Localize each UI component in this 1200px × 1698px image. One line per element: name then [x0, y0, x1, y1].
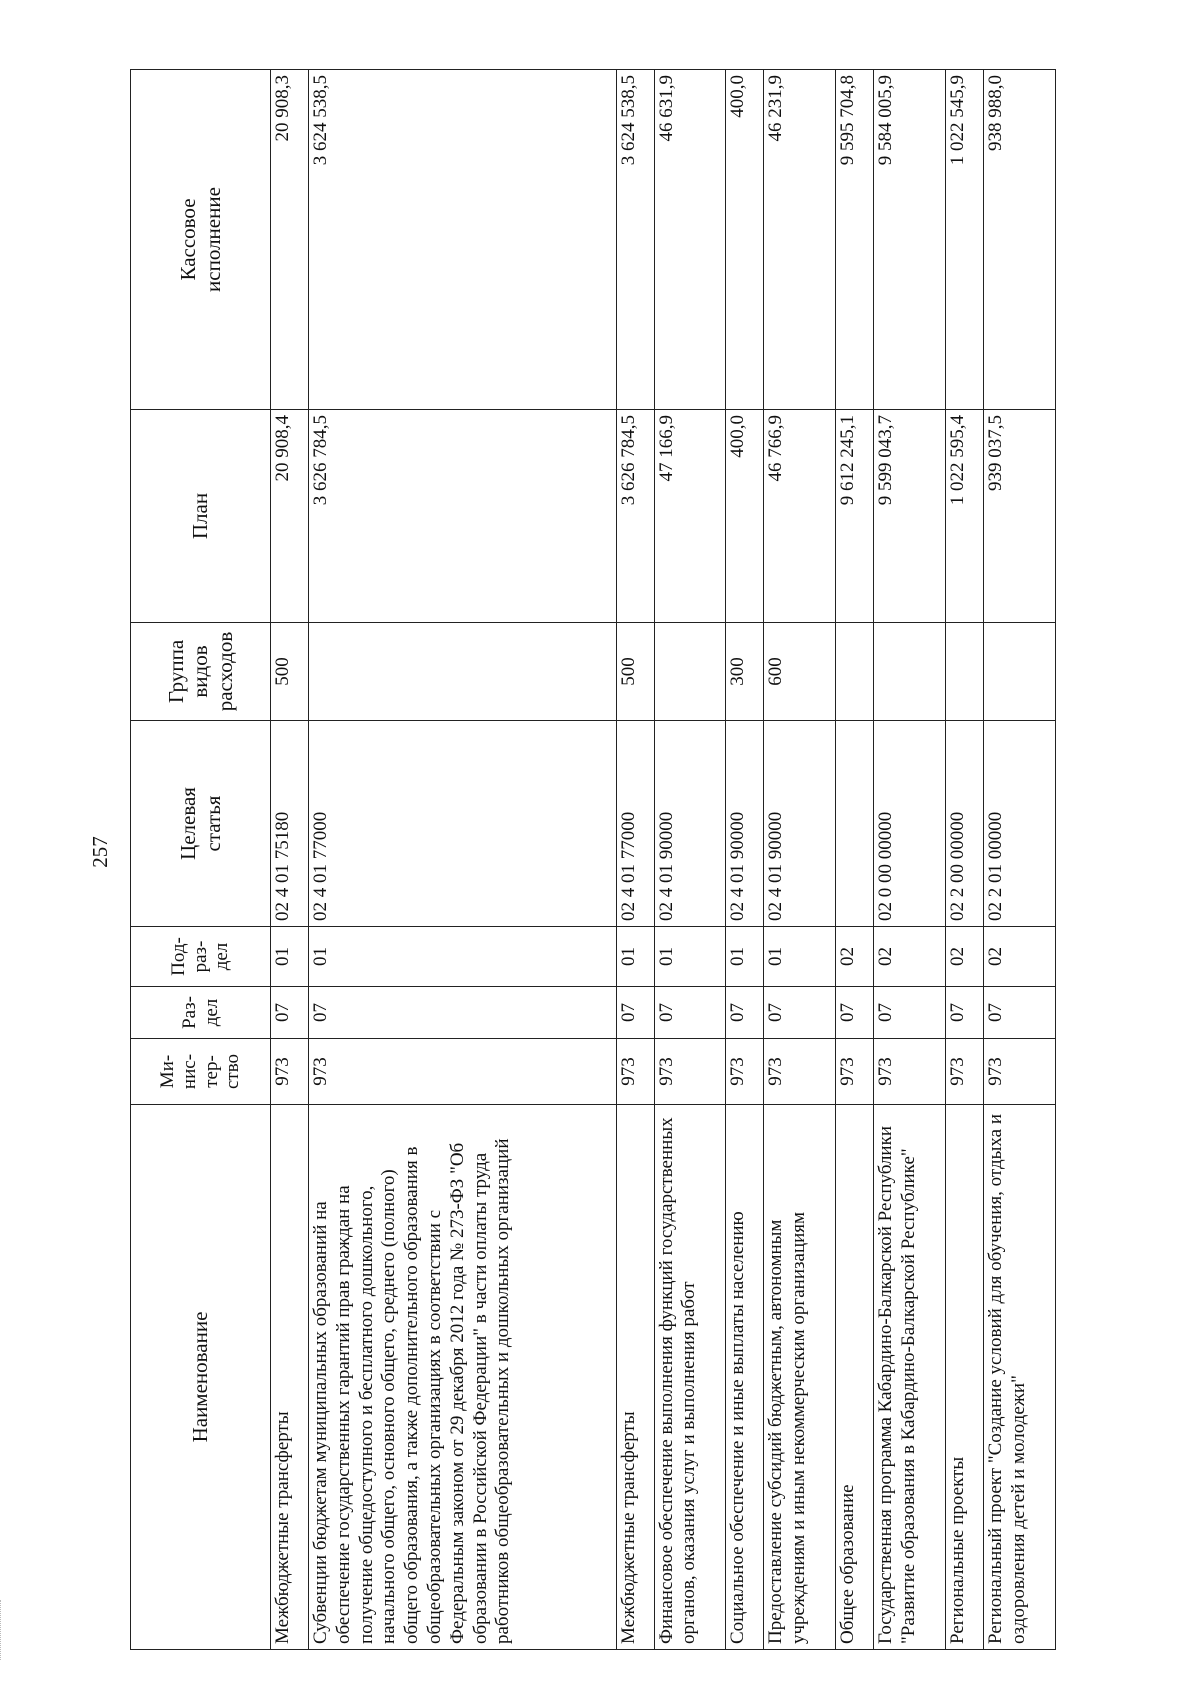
cell-plan: 9 612 245,1: [836, 410, 874, 623]
cell-execution: 46 231,9: [764, 70, 836, 410]
table-row: [271, 70, 309, 1650]
header-plan: План: [131, 410, 271, 623]
table-row: [874, 70, 946, 1650]
cell-name: Межбюджетные трансферты: [616, 1105, 654, 1650]
table-header-row: [131, 70, 271, 1650]
cell-execution: 3 624 538,5: [616, 70, 654, 410]
cell-section: 07: [874, 987, 946, 1039]
cell-section: 07: [726, 987, 764, 1039]
cell-target: 02 4 01 77000: [309, 721, 616, 927]
header-execution: Кассовое исполнение: [131, 70, 271, 410]
cell-section: 07: [946, 987, 984, 1039]
cell-group: [836, 623, 874, 721]
header-subsection: Под- раз- дел: [131, 927, 271, 987]
cell-subsection: 02: [874, 927, 946, 987]
cell-target: [836, 721, 874, 927]
cell-execution: 1 022 545,9: [946, 70, 984, 410]
cell-target: 02 2 00 00000: [946, 721, 984, 927]
cell-ministry: 973: [309, 1039, 616, 1105]
header-name: Наименование: [131, 1105, 271, 1650]
table-body: [271, 70, 1056, 1650]
scan-edge-mark: [0, 1600, 7, 1660]
cell-plan: 20 908,4: [271, 410, 309, 623]
header-ministry: Ми- нис- тер- ство: [131, 1039, 271, 1105]
cell-subsection: 01: [654, 927, 726, 987]
table-row: [654, 70, 726, 1650]
table-row: [836, 70, 874, 1650]
table-row: [309, 70, 616, 1650]
cell-section: 07: [764, 987, 836, 1039]
cell-group: [654, 623, 726, 721]
cell-section: 07: [836, 987, 874, 1039]
cell-target: 02 4 01 90000: [764, 721, 836, 927]
cell-group: 300: [726, 623, 764, 721]
cell-subsection: 01: [764, 927, 836, 987]
cell-subsection: 01: [271, 927, 309, 987]
cell-ministry: 973: [616, 1039, 654, 1105]
budget-table: [130, 69, 1056, 1650]
cell-subsection: 02: [984, 927, 1056, 987]
cell-ministry: 973: [874, 1039, 946, 1105]
page-number: 257: [88, 836, 112, 868]
cell-name: Общее образование: [836, 1105, 874, 1650]
cell-name: Государственная программа Кабардино-Балкарской Республики "Развитие образования в Кабардино-Балкарской Республике": [874, 1105, 946, 1650]
cell-plan: 46 766,9: [764, 410, 836, 623]
cell-ministry: 973: [946, 1039, 984, 1105]
cell-group: 500: [616, 623, 654, 721]
cell-target: 02 0 00 00000: [874, 721, 946, 927]
cell-group: [984, 623, 1056, 721]
cell-plan: 1 022 595,4: [946, 410, 984, 623]
cell-name: Региональный проект "Создание условий для обучения, отдыха и оздоровления детей и молодежи": [984, 1105, 1056, 1650]
table-row: [984, 70, 1056, 1650]
header-group: Группа видов расходов: [131, 623, 271, 721]
rotated-table-frame: [130, 70, 1056, 1650]
cell-subsection: 02: [836, 927, 874, 987]
cell-execution: 20 908,3: [271, 70, 309, 410]
cell-execution: 400,0: [726, 70, 764, 410]
cell-execution: 9 595 704,8: [836, 70, 874, 410]
cell-plan: 3 626 784,5: [616, 410, 654, 623]
cell-plan: 400,0: [726, 410, 764, 623]
cell-group: 600: [764, 623, 836, 721]
cell-section: 07: [654, 987, 726, 1039]
cell-section: 07: [271, 987, 309, 1039]
cell-name: Социальное обеспечение и иные выплаты населению: [726, 1105, 764, 1650]
header-target: Целевая статья: [131, 721, 271, 927]
cell-target: 02 4 01 75180: [271, 721, 309, 927]
cell-ministry: 973: [764, 1039, 836, 1105]
cell-name: Предоставление субсидий бюджетным, автономным учреждениям и иным некоммерческим организациям: [764, 1105, 836, 1650]
cell-name: Субвенции бюджетам муниципальных образований на обеспечение государственных гарантий прав граждан на получение общедоступного и бесплатного дошкольного, начального общего, основного общего, среднего (полного) общего образования, а также дополнительного образования в общеобразовательных организациях в соответствии с Федеральным законом от 29 декабря 2012 года № 273-ФЗ "Об образовании в Российской Федерации" в части оплаты труда работников общеобразовательных и дошкольных организаций: [309, 1105, 616, 1650]
cell-group: [874, 623, 946, 721]
table-row: [946, 70, 984, 1650]
cell-target: 02 2 01 00000: [984, 721, 1056, 927]
cell-target: 02 4 01 90000: [654, 721, 726, 927]
cell-group: [946, 623, 984, 721]
cell-ministry: 973: [984, 1039, 1056, 1105]
cell-ministry: 973: [836, 1039, 874, 1105]
table-row: [764, 70, 836, 1650]
table-row: [616, 70, 654, 1650]
cell-subsection: 02: [946, 927, 984, 987]
cell-target: 02 4 01 90000: [726, 721, 764, 927]
cell-name: Межбюджетные трансферты: [271, 1105, 309, 1650]
cell-ministry: 973: [654, 1039, 726, 1105]
cell-section: 07: [309, 987, 616, 1039]
cell-name: Финансовое обеспечение выполнения функций государственных органов, оказания услуг и выполнения работ: [654, 1105, 726, 1650]
cell-subsection: 01: [726, 927, 764, 987]
cell-section: 07: [616, 987, 654, 1039]
cell-ministry: 973: [271, 1039, 309, 1105]
cell-group: [309, 623, 616, 721]
cell-execution: 46 631,9: [654, 70, 726, 410]
budget-table-container: [130, 70, 1056, 1650]
header-section: Раз- дел: [131, 987, 271, 1039]
cell-execution: 9 584 005,9: [874, 70, 946, 410]
cell-execution: 938 988,0: [984, 70, 1056, 410]
cell-plan: 3 626 784,5: [309, 410, 616, 623]
cell-subsection: 01: [309, 927, 616, 987]
cell-group: 500: [271, 623, 309, 721]
cell-execution: 3 624 538,5: [309, 70, 616, 410]
cell-ministry: 973: [726, 1039, 764, 1105]
cell-target: 02 4 01 77000: [616, 721, 654, 927]
cell-section: 07: [984, 987, 1056, 1039]
cell-plan: 47 166,9: [654, 410, 726, 623]
cell-subsection: 01: [616, 927, 654, 987]
cell-plan: 939 037,5: [984, 410, 1056, 623]
cell-plan: 9 599 043,7: [874, 410, 946, 623]
table-row: [726, 70, 764, 1650]
cell-name: Региональные проекты: [946, 1105, 984, 1650]
